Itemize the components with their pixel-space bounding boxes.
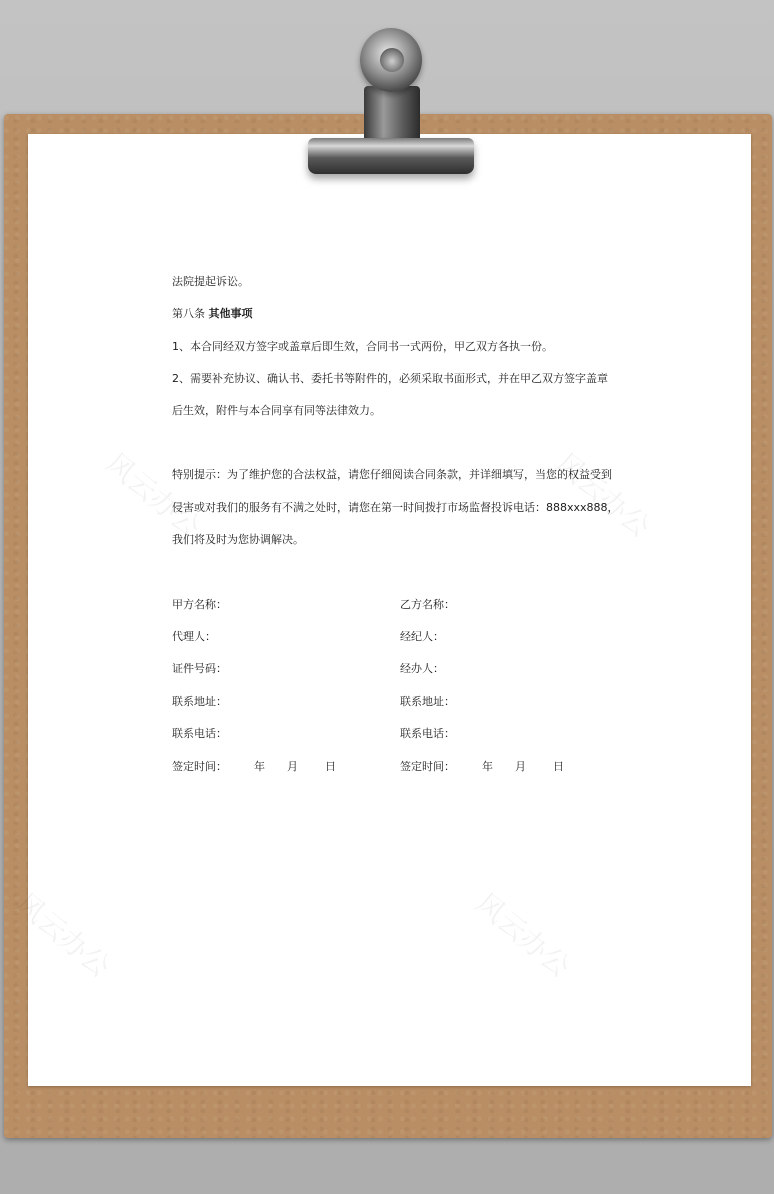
- watermark: 风云办公: [99, 446, 207, 544]
- party-a-agent-label: 代理人：: [172, 630, 216, 643]
- watermark: 风云办公: [469, 886, 577, 984]
- clause-1: 1、本合同经双方签字或盖章后即生效，合同书一式两份，甲乙双方各执一份。: [172, 340, 553, 353]
- party-a-date-day: 日: [325, 760, 336, 773]
- watermark: 风云办公: [549, 446, 657, 544]
- article-heading: [172, 307, 253, 321]
- party-b-address-label: 联系地址：: [400, 695, 455, 708]
- party-b-phone-label: 联系电话：: [400, 727, 455, 740]
- party-b-date-month: 月: [515, 760, 526, 773]
- continuation-text: 法院提起诉讼。: [172, 275, 249, 288]
- party-a-date-year: 年: [254, 760, 265, 773]
- watermark: 风云办公: [9, 886, 117, 984]
- party-a-date-label: 签定时间：: [172, 760, 227, 773]
- party-b-date-year: 年: [482, 760, 493, 773]
- notice-line-1: 特别提示：为了维护您的合法权益，请您仔细阅读合同条款，并详细填写，当您的权益受到: [172, 468, 612, 481]
- party-a-date-month: 月: [287, 760, 298, 773]
- party-a-id-label: 证件号码：: [172, 662, 227, 675]
- article-title: 其他事项: [208, 307, 253, 320]
- party-a-address-label: 联系地址：: [172, 695, 227, 708]
- article-number: 第八条: [172, 307, 205, 320]
- party-b-date-day: 日: [553, 760, 564, 773]
- party-a-phone-label: 联系电话：: [172, 727, 227, 740]
- clause-2: 2、需要补充协议、确认书、委托书等附件的，必须采取书面形式，并在甲乙双方签字盖章: [172, 372, 608, 385]
- party-b-date-label: 签定时间：: [400, 760, 455, 773]
- notice-line-3: 我们将及时为您协调解决。: [172, 533, 304, 546]
- party-a-name-label: 甲方名称：: [172, 598, 227, 611]
- clause-2-cont: 后生效，附件与本合同享有同等法律效力。: [172, 404, 381, 417]
- party-b-broker-label: 经纪人：: [400, 630, 444, 643]
- binder-clip: [300, 26, 480, 178]
- contract-page: [9, 134, 751, 1086]
- party-b-handler-label: 经办人：: [400, 662, 444, 675]
- party-b-name-label: 乙方名称：: [400, 598, 455, 611]
- notice-line-2: 侵害或对我们的服务有不满之处时，请您在第一时间拨打市场监督投诉电话：888xxx888，: [172, 501, 619, 514]
